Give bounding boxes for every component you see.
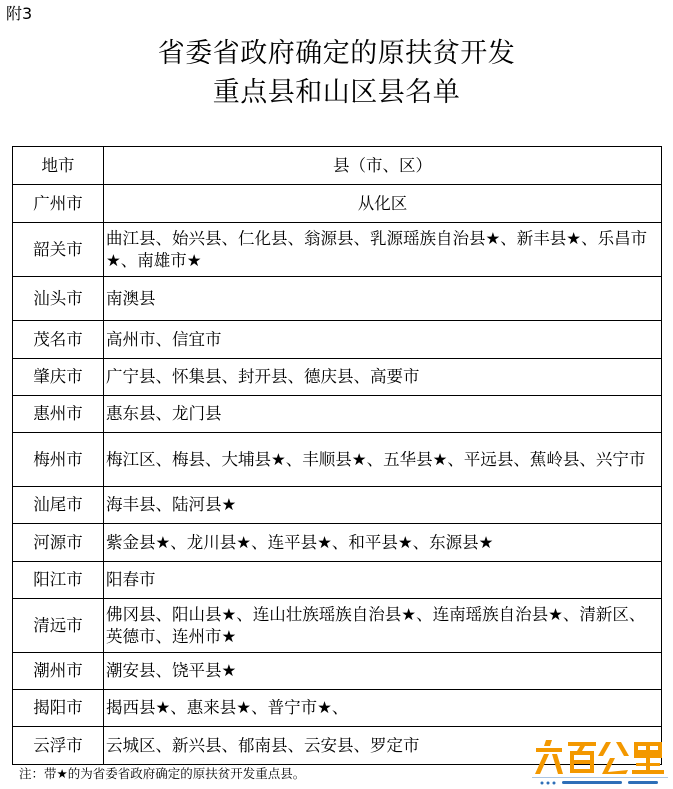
column-header-city: 地市 (13, 147, 104, 185)
city-cell: 清远市 (13, 599, 104, 653)
column-header-counties: 县（市、区） (104, 147, 662, 185)
counties-cell: 海丰县、陆河县★ (104, 487, 662, 524)
table-row (13, 321, 662, 359)
table-row (13, 487, 662, 524)
footnote: 注：带★的为省委省政府确定的原扶贫开发重点县。 (19, 766, 306, 781)
table-row (13, 690, 662, 727)
table-row (13, 359, 662, 396)
counties-cell: 佛冈县、阳山县★、连山壮族瑶族自治县★、连南瑶族自治县★、清新区、英德市、连州市★ (104, 599, 662, 653)
counties-cell: 广宁县、怀集县、封开县、德庆县、高要市 (104, 359, 662, 396)
city-cell: 惠州市 (13, 396, 104, 433)
counties-cell: 揭西县★、惠来县★、普宁市★、 (104, 690, 662, 727)
attachment-label: 附3 (6, 4, 33, 23)
counties-cell: 从化区 (104, 185, 662, 223)
page-title-line-1: 省委省政府确定的原扶贫开发 (157, 38, 516, 69)
table-row (13, 562, 662, 599)
county-list-table (12, 146, 662, 765)
table-row (13, 653, 662, 690)
city-cell: 韶关市 (13, 223, 104, 277)
city-cell: 广州市 (13, 185, 104, 223)
city-cell: 肇庆市 (13, 359, 104, 396)
counties-cell: 南澳县 (104, 277, 662, 321)
table-row (13, 223, 662, 277)
table-row (13, 277, 662, 321)
counties-cell: 云城区、新兴县、郁南县、云安县、罗定市 (104, 727, 662, 765)
table-row (13, 433, 662, 487)
counties-cell: 紫金县★、龙川县★、连平县★、和平县★、东源县★ (104, 524, 662, 562)
city-cell: 阳江市 (13, 562, 104, 599)
city-cell: 云浮市 (13, 727, 104, 765)
watermark-logo (532, 736, 668, 788)
city-cell: 河源市 (13, 524, 104, 562)
table-row (13, 185, 662, 223)
page-title-line-2: 重点县和山区县名单 (212, 77, 461, 108)
table-row (13, 599, 662, 653)
city-cell: 梅州市 (13, 433, 104, 487)
city-cell: 潮州市 (13, 653, 104, 690)
city-cell: 茂名市 (13, 321, 104, 359)
city-cell: 汕尾市 (13, 487, 104, 524)
table-header-row (13, 147, 662, 185)
counties-cell: 阳春市 (104, 562, 662, 599)
city-cell: 揭阳市 (13, 690, 104, 727)
city-cell: 汕头市 (13, 277, 104, 321)
counties-cell: 惠东县、龙门县 (104, 396, 662, 433)
counties-cell: 梅江区、梅县、大埔县★、丰顺县★、五华县★、平远县、蕉岭县、兴宁市 (104, 433, 662, 487)
counties-cell: 潮安县、饶平县★ (104, 653, 662, 690)
counties-cell: 曲江县、始兴县、仁化县、翁源县、乳源瑶族自治县★、新丰县★、乐昌市★、南雄市★ (104, 223, 662, 277)
table-row (13, 524, 662, 562)
counties-cell: 高州市、信宜市 (104, 321, 662, 359)
table-row (13, 396, 662, 433)
